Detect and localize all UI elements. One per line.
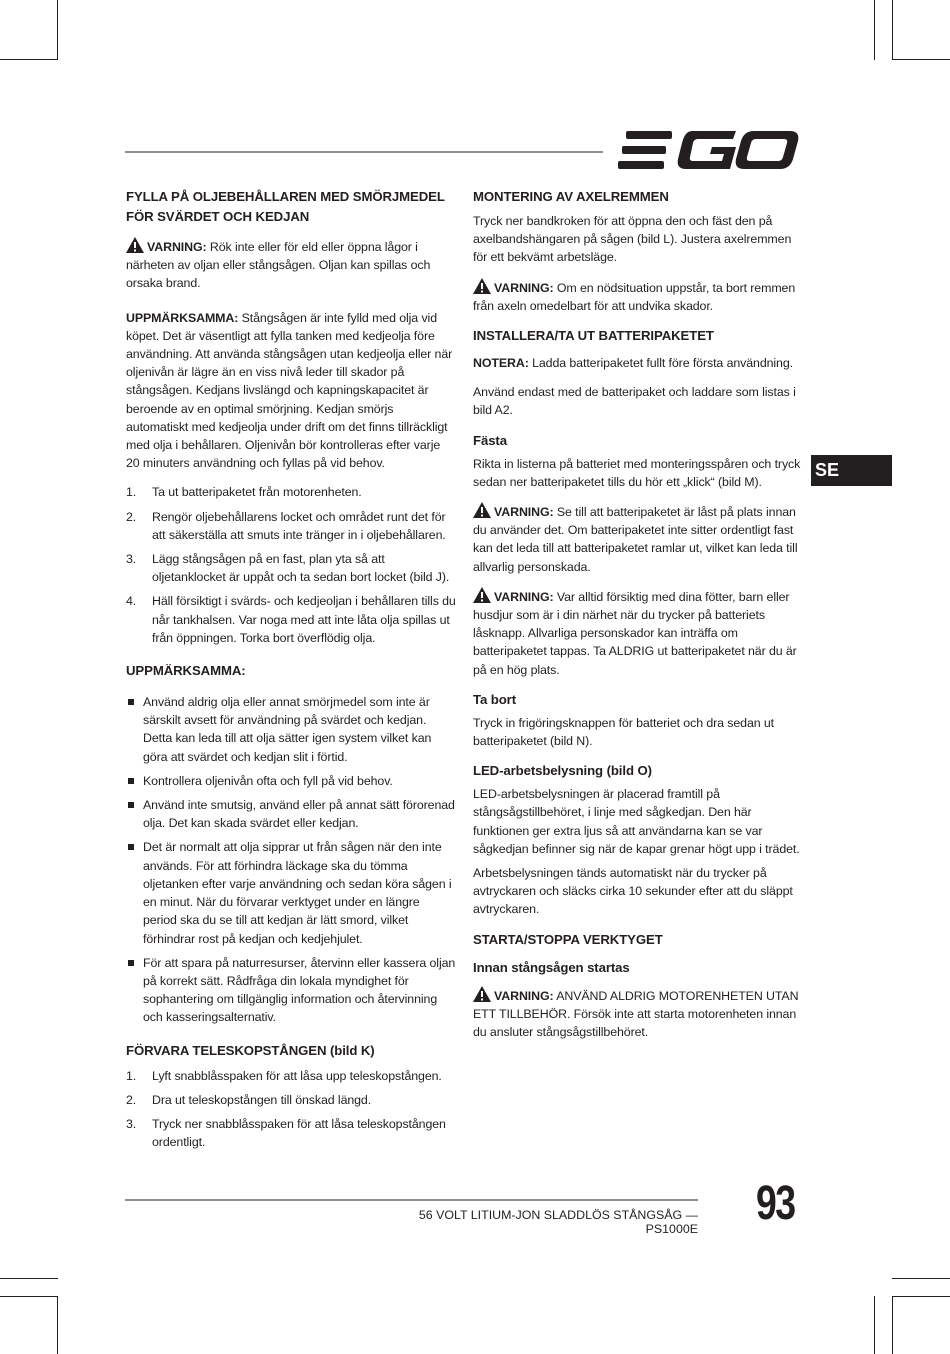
subheading-led: LED-arbetsbelysning (bild O): [473, 763, 652, 779]
notice-label: UPPMÄRKSAMMA:: [126, 310, 239, 325]
subheading-before-start: Innan stångsågen startas: [473, 959, 630, 975]
warning-label: VARNING:: [494, 280, 554, 295]
list-item: [126, 483, 456, 501]
section-heading-start-stop: STARTA/STOPPA VERKTYGET: [473, 931, 663, 947]
warning-label: VARNING:: [494, 589, 554, 604]
crop-mark: [892, 59, 950, 60]
footer-text: 56 VOLT LITIUM-JON SLADDLÖS STÅNGSÅG — PS1000E: [418, 1208, 698, 1236]
warning-paragraph: [473, 278, 805, 315]
warning-label: VARNING:: [147, 240, 207, 254]
bullet-item: [126, 772, 456, 790]
left-column: [126, 187, 456, 1163]
note-paragraph: [473, 354, 805, 372]
list-number: 2.: [126, 1092, 137, 1107]
list-item: [126, 1115, 456, 1151]
ego-logo: [618, 131, 800, 171]
warning-icon: [473, 278, 491, 294]
notice-bullets: [126, 693, 456, 1026]
crop-mark: [57, 0, 58, 60]
list-number: 3.: [126, 1116, 137, 1131]
warning-text: Se till att batteripaketet är låst på plats innan du använder det. Om batteripaketet inte sitter ordentligt fast kan det leda till att batteripaketet ramlar ut, vilket kan leda till allvarlig personskada.: [473, 505, 798, 574]
list-number: 4.: [126, 594, 137, 609]
list-item: [126, 592, 456, 647]
bullet-text: För att spara på naturresurser, återvinn eller kassera oljan på korrekt sätt. Rådfråga din lokala myndighet för sophantering om tillgänglig information och återvinning och kasseringsalternativ.: [143, 955, 456, 1025]
warning-paragraph: [473, 502, 805, 576]
notice-text: Stångsågen är inte fylld med olja vid köpet. Det är väsentligt att fylla tanken med kedjeolja före användning. Att använda stångsågen utan kedjeolja eller när oljenivån är lägre än en viss nivå leder till skador på stångsågen. Kedjans livslängd och kapningskapacitet är beroende av en optimal smörjning. Kedjan smörjs automatiskt med kedjeolja under drift om det finns tillräckligt med olja i behållaren. Oljenivån bör kontrolleras efter varje 20 minuters användning och fyllas på vid behov.: [126, 310, 453, 471]
list-text: Lägg stångsågen på en fast, plan yta så att oljetanklocket är uppåt och ta sedan bort locket (bild J).: [152, 552, 450, 585]
right-column: [473, 187, 805, 1052]
list-text: Häll försiktigt i svärds- och kedjeoljan i behållaren tills du når tankhalsen. Var noga med att inte låta olja spillas ut från öppningen. Torka bort överflödig olja.: [152, 594, 456, 645]
warning-paragraph: [473, 986, 805, 1042]
bullet-item: [126, 796, 456, 832]
section-heading-notice: UPPMÄRKSAMMA:: [126, 663, 246, 679]
bullet-item: [126, 838, 456, 947]
list-text: Ta ut batteripaketet från motorenheten.: [152, 485, 362, 500]
list-text: Dra ut teleskopstången till önskad längd.: [152, 1092, 372, 1107]
header-rule: [125, 151, 603, 153]
warning-text: Om en nödsituation uppstår, ta bort remmen från axeln omedelbart för att undvika skador.: [473, 280, 796, 313]
bullet-text: Använd inte smutsig, använd eller på annat sätt förorenad olja. Det kan skada svärdet eller kedjan.: [143, 798, 455, 831]
list-text: Tryck ner snabblåsspaken för att låsa teleskopstången ordentligt.: [152, 1116, 446, 1150]
section-heading-store-pole: FÖRVARA TELESKOPSTÅNGEN (bild K): [126, 1042, 375, 1058]
square-bullet-icon: [128, 844, 134, 850]
crop-mark: [0, 59, 58, 60]
list-number: 1.: [126, 1068, 137, 1083]
bullet-text: Kontrollera oljenivån ofta och fyll på vid behov.: [143, 773, 393, 788]
list-number: 1.: [126, 485, 137, 500]
paragraph: Tryck in frigöringsknappen för batteriet och dra sedan ut batteripaketet (bild N).: [473, 715, 775, 749]
paragraph: Arbetsbelysningen tänds automatiskt när du trycker på avtryckaren och släcks cirka 10 sekunder efter att du släppt avtryckaren.: [473, 866, 793, 917]
crop-mark: [874, 1296, 875, 1354]
crop-mark: [874, 0, 875, 60]
list-item: [126, 508, 456, 544]
note-label: NOTERA:: [473, 356, 529, 371]
warning-text: ANVÄND ALDRIG MOTORENHETEN UTAN ETT TILLBEHÖR. Försök inte att starta motorenheten innan du ansluter stångsågstillbehöret.: [473, 988, 799, 1040]
warning-text: Var alltid försiktig med dina fötter, barn eller husdjur som är i din närhet när du trycker på batteriets låsknapp. Allvarliga personskador kan inträffa om batteripaketet tappas. Ta ALDRIG ut batteripaketet när du är på en hög plats.: [473, 589, 797, 677]
bullet-text: Det är normalt att olja sipprar ut från sågen när den inte används. För att förhindra läckage ska du tömma oljetanken efter varje användning och sedan köra sågen i en minut. När du förvarar verktyget under en längre period ska du se till att kedjan är lätt smord, vilket förhindrar rost på kedjan och kedjehjulet.: [143, 840, 452, 946]
warning-paragraph: [473, 587, 805, 679]
bullet-item: [126, 954, 456, 1027]
list-item: [126, 1091, 456, 1109]
paragraph: LED-arbetsbelysningen är placerad framtill på stångsågstillbehöret, i linje med sågkedjan. Den här funktionen ger extra ljus så att användarna kan se var sågkedjan befinner sig när de kapar grenar högt upp i trädet.: [473, 787, 800, 856]
paragraph: Rikta in listerna på batteriet med monteringsspåren och tryck sedan ner batteripaketet tills du hör ett „klick“ (bild M).: [473, 456, 801, 489]
crop-mark: [892, 1296, 950, 1297]
list-number: 3.: [126, 552, 137, 567]
list-text: Lyft snabblåsspaken för att låsa upp teleskopstången.: [152, 1068, 442, 1083]
fill-oil-steps: [126, 483, 456, 647]
crop-mark: [57, 1296, 58, 1354]
language-tab: SE: [811, 455, 892, 486]
warning-icon: [473, 986, 491, 1002]
list-number: 2.: [126, 509, 137, 524]
square-bullet-icon: [128, 960, 134, 966]
warning-icon: [126, 237, 144, 253]
crop-mark: [892, 1296, 893, 1354]
page-number: 93: [756, 1177, 795, 1230]
section-heading-battery: INSTALLERA/TA UT BATTERIPAKETET: [473, 328, 714, 344]
note-text: Ladda batteripaketet fullt före första användning.: [528, 356, 793, 371]
warning-text: Rök inte eller för eld eller öppna lågor i närheten av oljan eller stångsågen. Oljan kan spillas och orsaka brand.: [126, 240, 431, 291]
bullet-item: [126, 693, 456, 766]
paragraph: Tryck ner bandkroken för att öppna den och fäst den på axelbandshängaren på sågen (bild L). Justera axelremmen för ett bekvämt arbetsläge.: [473, 214, 792, 265]
subheading-attach: Fästa: [473, 432, 507, 448]
crop-mark: [0, 1296, 58, 1297]
crop-mark: [892, 0, 893, 60]
section-heading-fill-oil: FYLLA PÅ OLJEBEHÅLLAREN MED SMÖRJMEDEL FÖR SVÄRDET OCH KEDJAN: [126, 189, 445, 224]
list-text: Rengör oljebehållarens locket och området runt det för att säkerställa att smuts inte tränger in i oljebehållaren.: [152, 509, 446, 542]
square-bullet-icon: [128, 778, 134, 784]
subheading-remove: Ta bort: [473, 691, 517, 707]
paragraph: Använd endast med de batteripaket och laddare som listas i bild A2.: [473, 385, 796, 418]
square-bullet-icon: [128, 802, 134, 808]
notice-paragraph: [126, 309, 456, 473]
square-bullet-icon: [128, 699, 134, 705]
list-item: [126, 1067, 456, 1085]
section-heading-shoulder-strap: MONTERING AV AXELREMMEN: [473, 189, 669, 204]
warning-icon: [473, 587, 491, 603]
store-pole-steps: [126, 1067, 456, 1152]
crop-mark: [0, 1278, 58, 1279]
crop-mark: [892, 1278, 950, 1279]
warning-label: VARNING:: [494, 988, 554, 1003]
warning-paragraph: [126, 237, 456, 293]
bullet-text: Använd aldrig olja eller annat smörjmedel som inte är särskilt avsett för användning på svärdet och kedjan. Detta kan leda till att olja sätter igen system vilket kan göra att svärdet och kedjan slit i förtid.: [143, 695, 432, 764]
footer-rule: [125, 1199, 698, 1201]
list-item: [126, 550, 456, 586]
warning-label: VARNING:: [494, 505, 554, 520]
warning-icon: [473, 502, 491, 518]
